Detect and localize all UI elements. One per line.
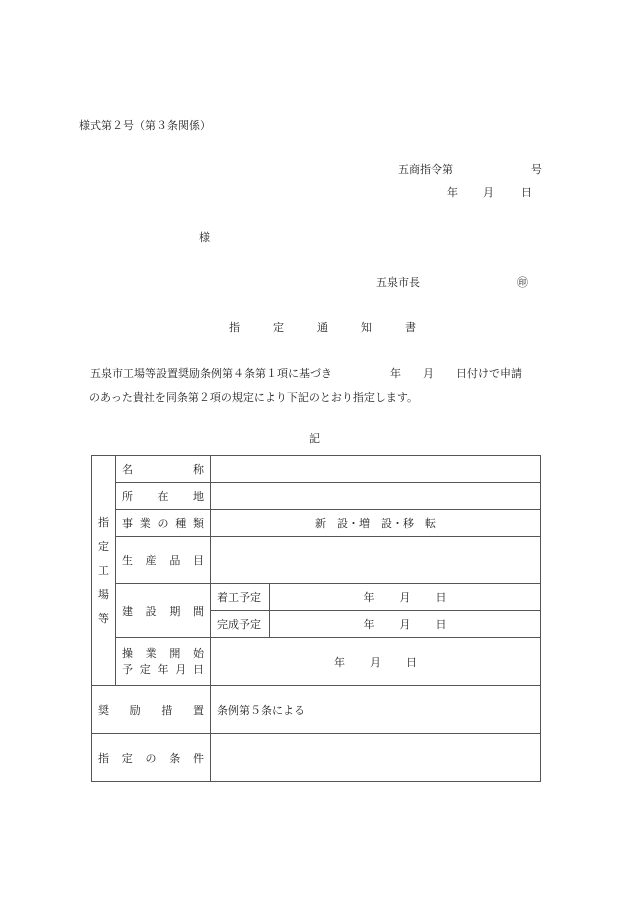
designation-table: [91, 455, 541, 782]
body-text: [90, 362, 560, 410]
start-label: 着工予定: [211, 584, 270, 611]
title-char: 知: [361, 321, 372, 334]
ki-heading: 記: [309, 432, 320, 445]
product-field[interactable]: [211, 537, 541, 584]
title-char: 定: [273, 321, 284, 334]
incentive-label: 奨 励 措 置: [92, 686, 211, 734]
title-char: 書: [405, 321, 416, 334]
business-type-options[interactable]: 新 設・増 設・移 転: [211, 510, 541, 537]
location-field[interactable]: [211, 483, 541, 510]
body-line-1: 五泉市工場等設置奨励条例第４条第１項に基づき 年 月 日付けで申請: [90, 367, 522, 380]
issue-year: 年: [447, 186, 458, 199]
form-number: 様式第２号（第３条関係）: [79, 119, 211, 132]
issue-date: [447, 184, 532, 200]
operation-start-label: 操 業 開 始 予 定 年 月 日: [116, 638, 211, 686]
construction-period-label: 建 設 期 間: [116, 584, 211, 638]
complete-date-field[interactable]: 年 月 日: [270, 611, 541, 638]
reference-number: [398, 161, 542, 177]
operation-date-field[interactable]: 年 月 日: [211, 638, 541, 686]
complete-label: 完成予定: [211, 611, 270, 638]
start-date-field[interactable]: 年 月 日: [270, 584, 541, 611]
condition-label: 指 定 の 条 件: [92, 734, 211, 782]
document-title: [229, 319, 449, 335]
sender-name: 五泉市長: [376, 276, 420, 289]
group-label: 指 定 工 場 等: [92, 456, 116, 686]
business-type-label: 事業の種類: [116, 510, 211, 537]
seal-mark: ㊞: [517, 276, 528, 289]
name-field[interactable]: [211, 456, 541, 483]
location-label: 所 在 地: [116, 483, 211, 510]
reference-prefix: 五商指令第: [398, 163, 453, 176]
title-char: 指: [229, 321, 240, 334]
condition-field[interactable]: [211, 734, 541, 782]
issue-month: 月: [483, 186, 494, 199]
addressee: 様: [199, 231, 210, 244]
issue-day: 日: [521, 186, 532, 199]
title-char: 通: [317, 321, 328, 334]
body-line-2: のあった貴社を同条第２項の規定により下記のとおり指定します。: [89, 391, 419, 404]
name-label: 名 称: [116, 456, 211, 483]
reference-suffix: 号: [531, 163, 542, 176]
product-label: 生 産 品 目: [116, 537, 211, 584]
incentive-value: 条例第５条による: [211, 686, 541, 734]
